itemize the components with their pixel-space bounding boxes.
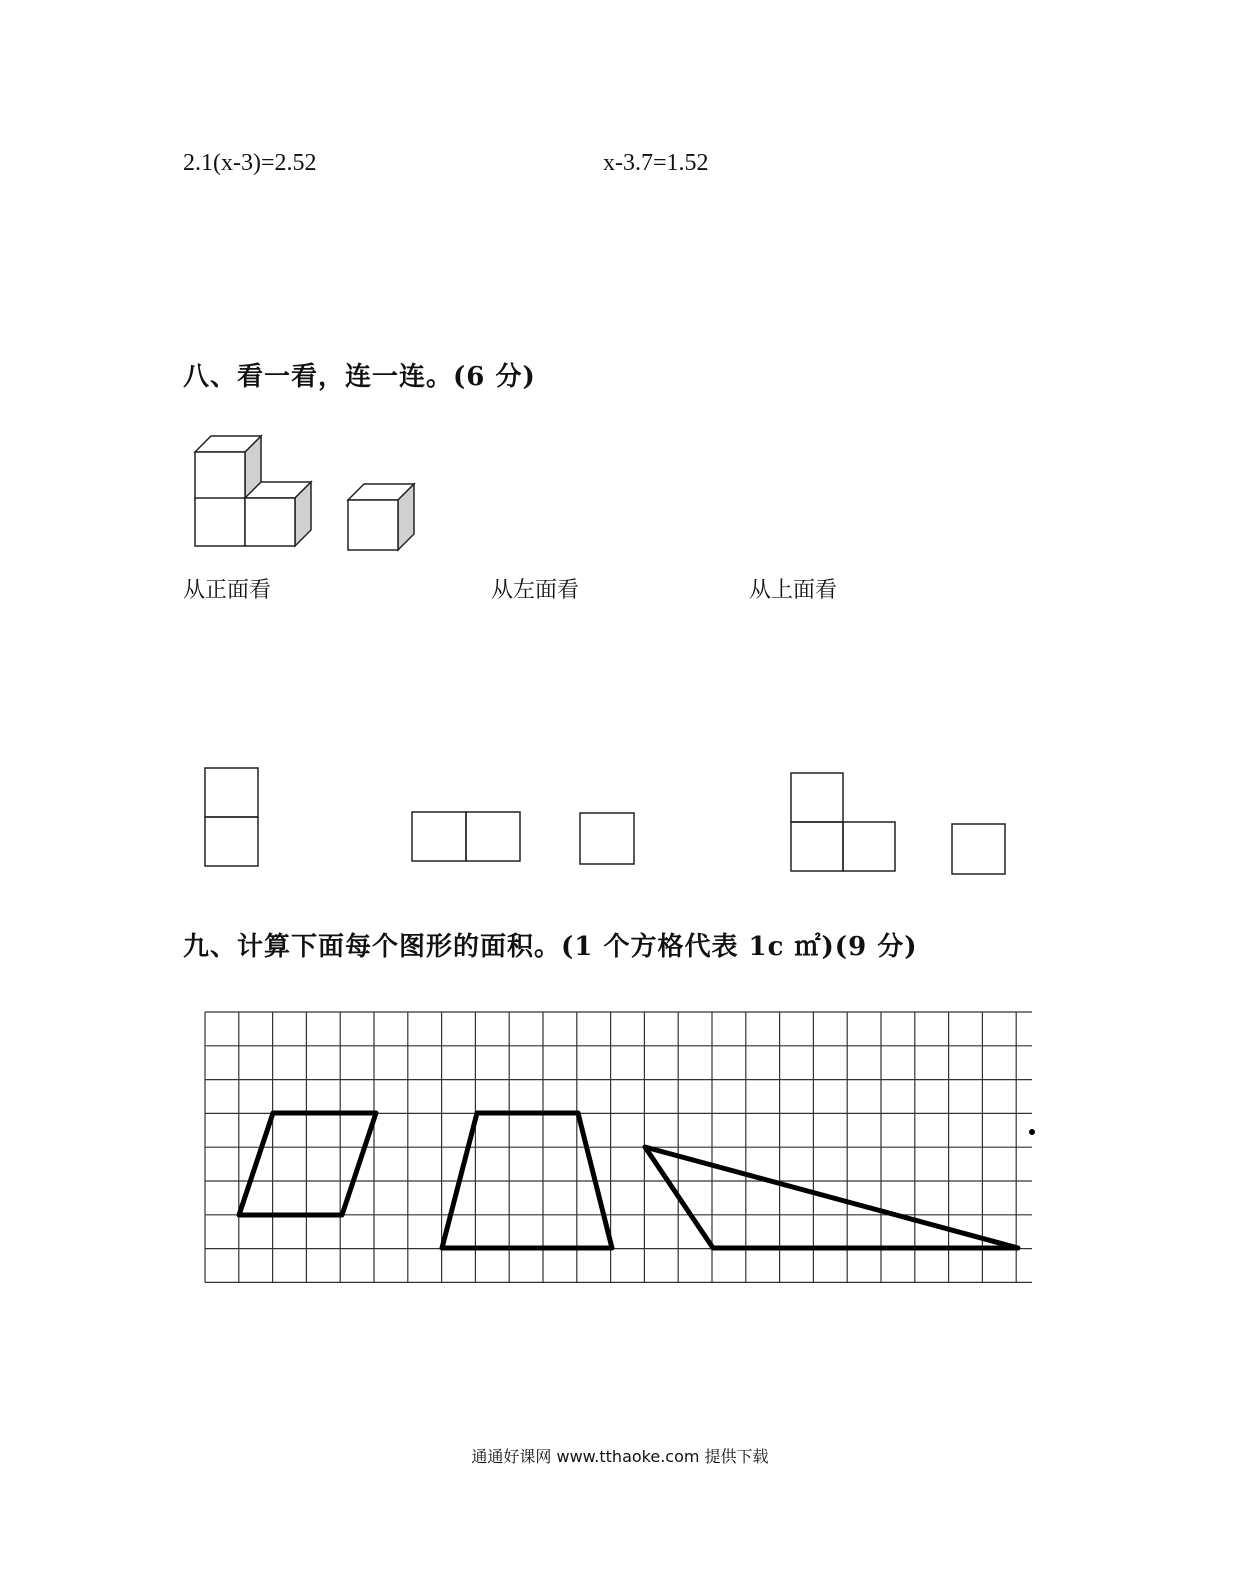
section9-title: 九、计算下面每个图形的面积。(1 个方格代表 1c ㎡)(9 分) xyxy=(183,932,918,962)
view-label-top: 从上面看 xyxy=(749,578,838,603)
section8-title: 八、看一看，连一连。(6 分) xyxy=(183,362,536,392)
view-label-front: 从正面看 xyxy=(183,578,272,603)
stray-dot xyxy=(1029,1129,1035,1135)
equation-left: 2.1(x-3)=2.52 xyxy=(183,150,317,176)
parallelogram-shape xyxy=(239,1113,376,1215)
view-label-left: 从左面看 xyxy=(491,578,580,603)
triangle-shape xyxy=(645,1147,1018,1248)
equation-right: x-3.7=1.52 xyxy=(603,150,709,176)
footer-text: 通通好课网 www.tthaoke.com 提供下载 xyxy=(471,1447,769,1466)
